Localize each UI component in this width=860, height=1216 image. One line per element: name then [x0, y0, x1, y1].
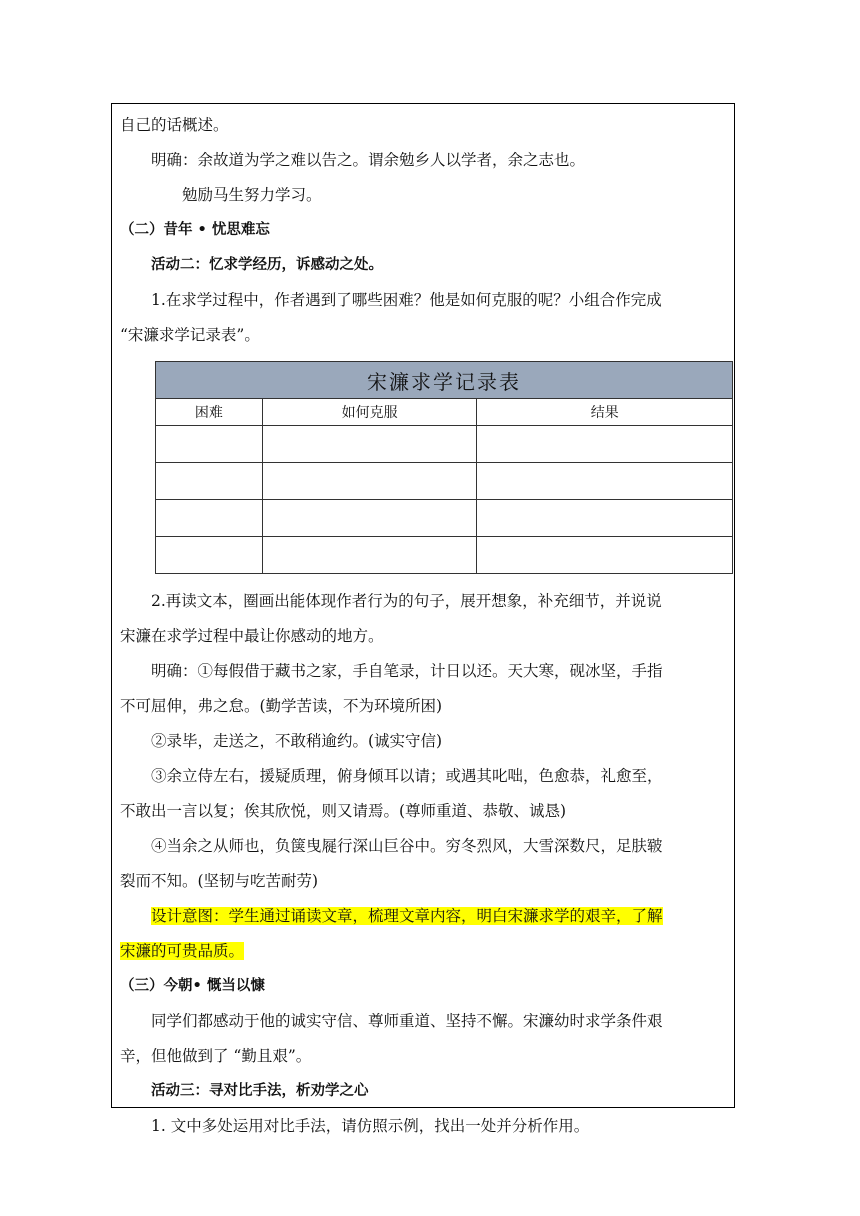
paragraph-line — [120, 143, 726, 178]
paragraph-line — [120, 248, 726, 283]
paragraph-line — [120, 1039, 726, 1074]
paragraph-line — [120, 283, 726, 318]
paragraph-line — [120, 108, 726, 143]
paragraph-text: 不可屈伸，弗之怠。(勤学苦读，不为环境所困) — [120, 697, 443, 715]
paragraph-line — [120, 619, 726, 654]
paragraphs-top — [120, 108, 726, 353]
table-cell — [477, 537, 733, 574]
table-cell — [262, 463, 477, 500]
paragraph-line — [120, 1109, 726, 1144]
paragraph-text: 不敢出一言以复；俟其欣悦，则又请焉。(尊师重道、恭敬、诚恳) — [120, 802, 567, 820]
paragraph-text: 勉励马生努力学习。 — [182, 186, 322, 204]
column-header-difficulty: 困难 — [156, 399, 263, 426]
paragraph-text: 同学们都感动于他的诚实守信、尊师重道、坚持不懈。宋濂幼时求学条件艰 — [151, 1012, 663, 1030]
table-body — [156, 426, 733, 574]
paragraph-line — [120, 1004, 726, 1039]
paragraphs-bottom — [120, 584, 726, 1144]
paragraph-text: 1. 文中多处运用对比手法，请仿照示例，找出一处并分析作用。 — [151, 1117, 590, 1135]
table-cell — [262, 426, 477, 463]
paragraph-line — [120, 1074, 726, 1109]
table-cell — [156, 537, 263, 574]
column-header-how-overcome: 如何克服 — [262, 399, 477, 426]
paragraph-text: 宋濂在求学过程中最让你感动的地方。 — [120, 627, 384, 645]
record-table — [155, 361, 733, 574]
paragraph-text: 明确：余故道为学之难以告之。谓余勉乡人以学者，余之志也。 — [151, 151, 586, 169]
table-cell — [262, 500, 477, 537]
paragraph-text: （三）今朝• 慨当以慷 — [120, 978, 265, 994]
paragraph-text: ④当余之从师也，负箧曳屣行深山巨谷中。穷冬烈风，大雪深数尺，足肤皲 — [151, 837, 663, 855]
paragraph-line — [120, 654, 726, 689]
table-row — [156, 500, 733, 537]
paragraph-line — [120, 724, 726, 759]
column-header-result: 结果 — [477, 399, 733, 426]
paragraph-line — [120, 689, 726, 724]
table-title: 宋濂求学记录表 — [156, 362, 733, 399]
paragraph-line — [120, 899, 726, 934]
paragraph-text: 设计意图：学生通过诵读文章，梳理文章内容，明白宋濂求学的艰辛，了解 — [151, 907, 663, 925]
table-row — [156, 463, 733, 500]
page-frame — [111, 103, 735, 1135]
table-cell — [262, 537, 477, 574]
paragraph-text: 裂而不知。(坚韧与吃苦耐劳) — [120, 872, 319, 890]
paragraph-text: 辛，但他做到了 “勤且艰”。 — [120, 1047, 312, 1065]
paragraph-text: 自己的话概述。 — [120, 116, 229, 134]
paragraph-line — [120, 213, 726, 248]
paragraph-text: ③余立侍左右，援疑质理，俯身倾耳以请；或遇其叱咄，色愈恭，礼愈至， — [151, 767, 663, 785]
table-cell — [156, 463, 263, 500]
paragraph-text: 宋濂的可贵品质。 — [120, 942, 245, 960]
table-cell — [477, 500, 733, 537]
paragraph-text: “宋濂求学记录表”。 — [120, 326, 260, 344]
paragraph-text: ②录毕，走送之，不敢稍逾约。(诚实守信) — [151, 732, 443, 750]
paragraph-text: 活动三：寻对比手法，析劝学之心 — [151, 1083, 369, 1099]
paragraph-line — [120, 794, 726, 829]
paragraph-text: 2.再读文本，圈画出能体现作者行为的句子，展开想象，补充细节，并说说 — [151, 592, 662, 610]
paragraph-line — [120, 759, 726, 794]
paragraph-line — [120, 318, 726, 353]
table-cell — [477, 426, 733, 463]
table-row — [156, 426, 733, 463]
paragraph-text: 明确：①每假借于藏书之家，手自笔录，计日以还。天大寒，砚冰坚，手指 — [151, 662, 663, 680]
table-cell — [156, 426, 263, 463]
paragraph-line — [120, 584, 726, 619]
paragraph-line — [120, 864, 726, 899]
table-cell — [477, 463, 733, 500]
paragraph-text: 活动二：忆求学经历，诉感动之处。 — [151, 257, 383, 273]
table-cell — [156, 500, 263, 537]
paragraph-text: （二）昔年 • 忧思难忘 — [120, 222, 270, 238]
paragraph-line — [120, 178, 726, 213]
paragraph-line — [120, 969, 726, 1004]
table-row — [156, 537, 733, 574]
paragraph-line — [120, 829, 726, 864]
paragraph-line — [120, 934, 726, 969]
paragraph-text: 1.在求学过程中，作者遇到了哪些困难？他是如何克服的呢？小组合作完成 — [151, 291, 662, 309]
content — [120, 108, 726, 1144]
